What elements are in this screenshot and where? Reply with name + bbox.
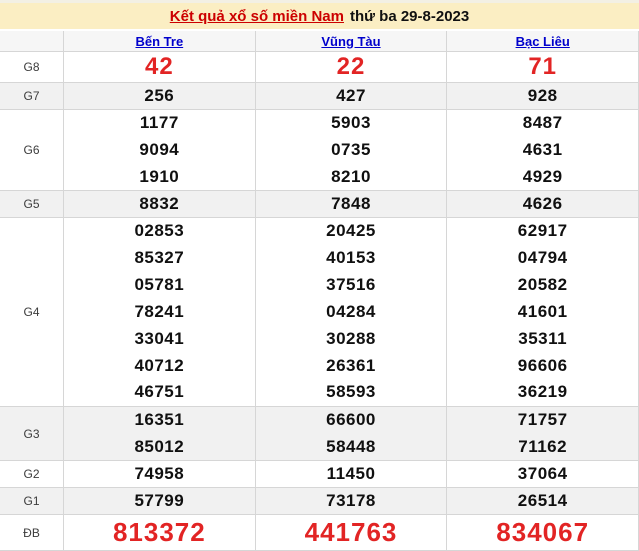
table-header-row: [0, 31, 638, 52]
prize-number: 9094: [139, 139, 180, 159]
province-link-vung-tau[interactable]: Vũng Tàu: [321, 33, 381, 49]
prize-number: 0735: [331, 139, 371, 159]
prize-cell: [63, 488, 255, 514]
prize-number: 62917: [517, 221, 568, 241]
prize-number: 30288: [326, 328, 376, 348]
prize-number: 58448: [326, 436, 376, 456]
prize-number: 813372: [112, 517, 206, 547]
header-empty-cell: [0, 31, 63, 51]
prize-row-g5: [0, 191, 638, 218]
prize-cell: [446, 407, 638, 460]
prize-number: 85327: [134, 248, 185, 268]
prize-number: 26514: [517, 491, 568, 510]
prize-cell: [446, 461, 638, 487]
prize-row-g8: [0, 52, 638, 83]
prize-number: 20425: [326, 221, 376, 241]
prize-number: 71757: [517, 410, 568, 430]
prize-number: 8832: [139, 194, 180, 213]
prize-row-g3: [0, 407, 638, 461]
prize-number: 5903: [331, 113, 371, 133]
prize-cell: [63, 407, 255, 460]
prize-cell: [255, 218, 447, 406]
prize-number: 71: [528, 53, 558, 80]
prize-number: 66600: [326, 410, 376, 430]
prize-number: 11450: [326, 464, 376, 483]
prize-cell: [63, 461, 255, 487]
header-cell-bac-lieu: [446, 31, 638, 51]
results-table: [0, 31, 639, 551]
province-link-bac-lieu[interactable]: Bạc Liêu: [515, 33, 570, 49]
prize-number: 40712: [134, 355, 185, 375]
results-title-link[interactable]: Kết quả xổ số miền Nam: [169, 7, 344, 25]
prize-cell: [63, 83, 255, 109]
results-table-body: [0, 52, 638, 551]
prize-number: 427: [336, 86, 366, 105]
header-cell-ben-tre: [63, 31, 255, 51]
prize-cell: [63, 218, 255, 406]
prize-cell: [255, 515, 447, 550]
prize-number: 05781: [134, 275, 185, 295]
prize-number: 33041: [134, 328, 185, 348]
prize-cell: [446, 191, 638, 217]
prize-row-g6: [0, 110, 638, 191]
draw-date-text: thứ ba 29-8-2023: [349, 7, 470, 25]
prize-cell: [446, 488, 638, 514]
prize-number: 58593: [326, 382, 376, 402]
prize-number: 46751: [134, 382, 185, 402]
prize-row-g7: [0, 83, 638, 110]
prize-row-g4: [0, 218, 638, 407]
prize-cell: [255, 461, 447, 487]
prize-number: 02853: [134, 221, 185, 241]
prize-number: 4929: [522, 166, 563, 186]
prize-number: 57799: [134, 491, 185, 510]
prize-label: G5: [23, 197, 40, 211]
prize-label: G3: [23, 426, 40, 441]
prize-cell: [63, 191, 255, 217]
prize-number: 96606: [517, 355, 568, 375]
prize-cell: [446, 218, 638, 406]
prize-cell: [255, 407, 447, 460]
prize-cell: [255, 52, 447, 82]
prize-number: 73178: [326, 491, 376, 510]
prize-cell: [255, 83, 447, 109]
prize-number: 74958: [134, 464, 185, 483]
prize-number: 41601: [517, 301, 568, 321]
prize-number: 7848: [331, 194, 371, 213]
prize-number: 20582: [517, 275, 568, 295]
prize-number: 22: [336, 53, 366, 80]
prize-number: 26361: [326, 355, 376, 375]
prize-number: 928: [527, 86, 558, 105]
prize-cell: [255, 110, 447, 190]
prize-row-g2: [0, 461, 638, 488]
prize-number: 256: [144, 86, 175, 105]
prize-cell: [63, 52, 255, 82]
header-cell-vung-tau: [255, 31, 447, 51]
prize-label: G2: [23, 467, 40, 481]
prize-row-g1: [0, 488, 638, 515]
prize-number: 85012: [134, 436, 185, 456]
prize-cell: [446, 110, 638, 190]
prize-label: ĐB: [23, 525, 40, 540]
prize-number: 1910: [139, 166, 180, 186]
prize-label: G6: [23, 143, 40, 157]
prize-number: 36219: [517, 382, 568, 402]
prize-number: 8487: [522, 113, 563, 133]
prize-number: 1177: [139, 113, 179, 133]
prize-number: 441763: [304, 517, 398, 547]
prize-label: G1: [23, 494, 40, 508]
prize-number: 04794: [517, 248, 568, 268]
prize-label: G7: [23, 89, 40, 103]
prize-number: 04284: [326, 301, 376, 321]
prize-number: 37064: [517, 464, 568, 483]
prize-cell: [255, 191, 447, 217]
prize-row-db: [0, 515, 638, 551]
prize-label: G8: [23, 60, 40, 74]
prize-number: 37516: [326, 275, 376, 295]
prize-number: 42: [144, 53, 174, 80]
title-bar: [0, 0, 639, 29]
prize-number: 8210: [331, 166, 371, 186]
prize-label: G4: [23, 305, 40, 319]
prize-number: 71162: [518, 436, 568, 456]
province-link-ben-tre[interactable]: Bến Tre: [135, 33, 184, 49]
prize-number: 834067: [496, 517, 590, 547]
prize-cell: [63, 515, 255, 550]
prize-cell: [255, 488, 447, 514]
prize-number: 35311: [518, 328, 568, 348]
prize-number: 4626: [522, 194, 563, 213]
prize-cell: [446, 83, 638, 109]
prize-number: 16351: [134, 410, 185, 430]
prize-number: 78241: [134, 301, 185, 321]
prize-cell: [446, 515, 638, 550]
prize-number: 40153: [326, 248, 376, 268]
prize-cell: [446, 52, 638, 82]
prize-number: 4631: [522, 139, 563, 159]
prize-cell: [63, 110, 255, 190]
